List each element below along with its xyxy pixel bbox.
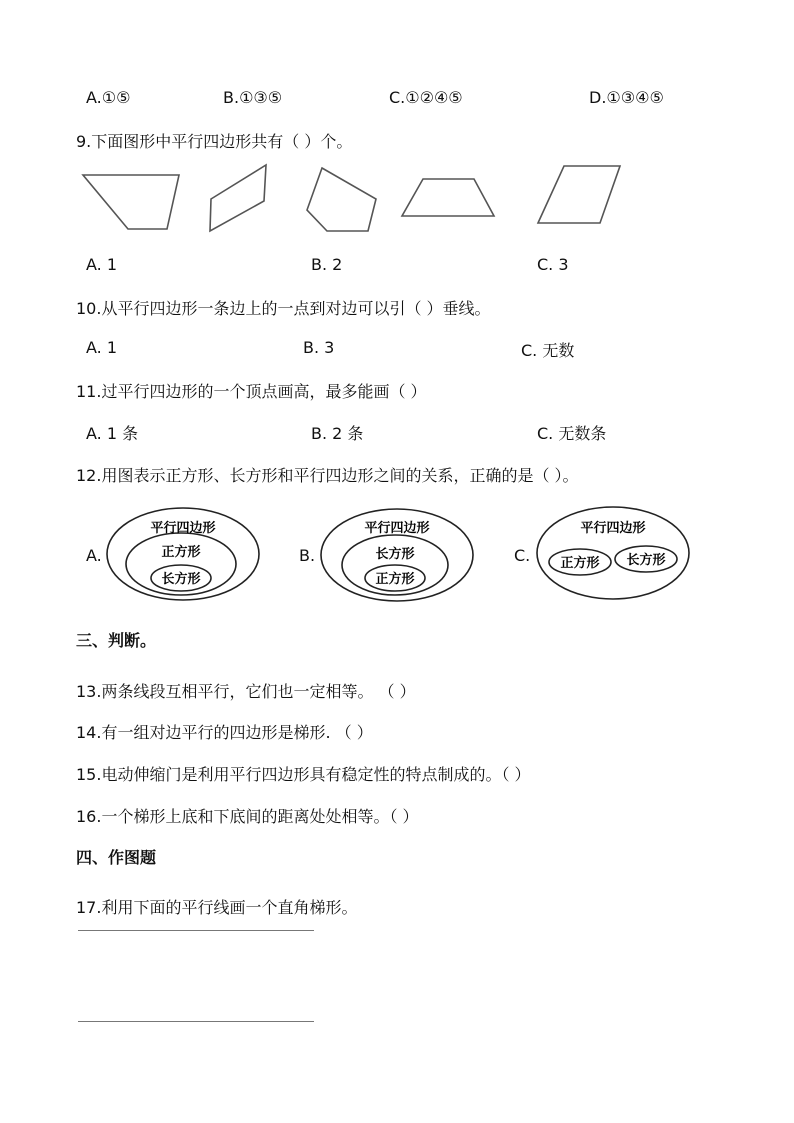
parallelogram-shape-2 <box>538 166 620 223</box>
venn-a-inner-label: 长方形 <box>161 572 201 587</box>
parallelogram-shape-1 <box>210 165 266 231</box>
venn-a-outer-label: 平行四边形 <box>150 521 216 536</box>
venn-b-outer-label: 平行四边形 <box>364 521 430 536</box>
q9-question: 9.下面图形中平行四边形共有（ ）个。 <box>76 132 353 151</box>
q11-option-a: A. 1 条 <box>86 424 139 443</box>
q11-question: 11.过平行四边形的一个顶点画高，最多能画（ ） <box>76 382 427 401</box>
q12-option-a-letter: A. <box>86 546 102 565</box>
q9-shapes-figure <box>70 158 640 240</box>
section-4-heading: 四、作图题 <box>76 848 157 867</box>
trapezoid-shape-1 <box>83 175 179 229</box>
option-text: ①③④⑤ <box>606 88 664 107</box>
q12-question: 12.用图表示正方形、长方形和平行四边形之间的关系，正确的是（ ）。 <box>76 466 579 485</box>
venn-c-right-label: 长方形 <box>626 553 666 568</box>
q17-question: 17.利用下面的平行线画一个直角梯形。 <box>76 898 358 917</box>
venn-diagram-a <box>104 505 264 607</box>
q8-option-d <box>589 88 664 107</box>
option-text: ①③⑤ <box>239 88 283 107</box>
venn-b-middle-label: 长方形 <box>375 547 415 562</box>
option-letter: D. <box>589 88 607 107</box>
option-text: ①⑤ <box>101 88 131 107</box>
venn-c-outer-label: 平行四边形 <box>580 521 646 536</box>
q9-option-a: A. 1 <box>86 255 118 274</box>
q14-question: 14.有一组对边平行的四边形是梯形. （ ） <box>76 723 373 742</box>
q15-question: 15.电动伸缩门是利用平行四边形具有稳定性的特点制成的。（ ） <box>76 765 531 784</box>
q10-option-a: A. 1 <box>86 338 118 357</box>
q10-option-b: B. 3 <box>303 338 335 357</box>
option-letter: A. <box>86 88 102 107</box>
pentagon-shape <box>307 168 376 231</box>
q11-option-c: C. 无数条 <box>537 424 607 443</box>
q8-option-c <box>389 88 463 107</box>
venn-c-left-label: 正方形 <box>560 556 600 571</box>
q12-option-b-letter: B. <box>299 546 316 565</box>
q11-option-b: B. 2 条 <box>311 424 364 443</box>
q12-option-c-letter: C. <box>514 546 531 565</box>
q8-option-b <box>223 88 282 107</box>
parallel-line-bottom <box>78 1021 314 1022</box>
q9-option-b: B. 2 <box>311 255 343 274</box>
venn-diagram-b <box>318 506 478 608</box>
venn-diagram-c <box>534 504 694 606</box>
q16-question: 16.一个梯形上底和下底间的距离处处相等。（ ） <box>76 807 419 826</box>
option-letter: B. <box>223 88 240 107</box>
q8-option-a <box>86 88 130 107</box>
q10-question: 10.从平行四边形一条边上的一点到对边可以引（ ）垂线。 <box>76 299 491 318</box>
option-letter: C. <box>389 88 406 107</box>
q13-question: 13.两条线段互相平行，它们也一定相等。 （ ） <box>76 682 416 701</box>
parallel-line-top <box>78 930 314 931</box>
venn-b-inner-label: 正方形 <box>375 572 415 587</box>
q9-option-c: C. 3 <box>537 255 569 274</box>
venn-a-middle-label: 正方形 <box>161 545 201 560</box>
option-text: ①②④⑤ <box>405 88 463 107</box>
section-3-heading: 三、判断。 <box>76 631 157 650</box>
q10-option-c: C. 无数 <box>521 341 575 360</box>
trapezoid-shape-2 <box>402 179 494 216</box>
